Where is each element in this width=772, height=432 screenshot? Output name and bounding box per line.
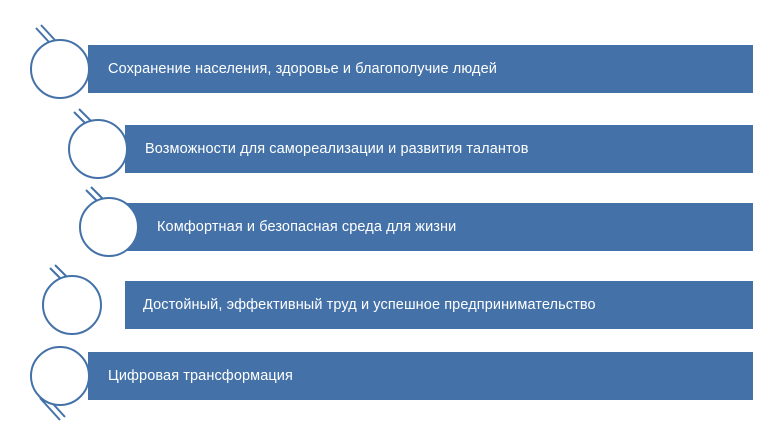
process-label-2: Возможности для самореализации и развития талантов [145, 141, 529, 157]
process-circle-4[interactable] [42, 275, 102, 335]
process-bar-2[interactable] [125, 125, 753, 173]
process-bar-5[interactable] [88, 352, 753, 400]
process-label-1: Сохранение населения, здоровье и благополучие людей [108, 61, 497, 77]
process-bar-4[interactable] [125, 281, 753, 329]
process-bar-1[interactable] [88, 45, 753, 93]
process-circle-2[interactable] [68, 119, 128, 179]
process-bar-3[interactable] [125, 203, 753, 251]
process-circle-5[interactable] [30, 346, 90, 406]
process-circle-1[interactable] [30, 39, 90, 99]
process-label-3: Комфортная и безопасная среда для жизни [157, 219, 457, 235]
process-label-5: Цифровая трансформация [108, 368, 293, 384]
process-label-4: Достойный, эффективный труд и успешное предпринимательство [143, 297, 596, 313]
process-circle-3[interactable] [79, 197, 139, 257]
